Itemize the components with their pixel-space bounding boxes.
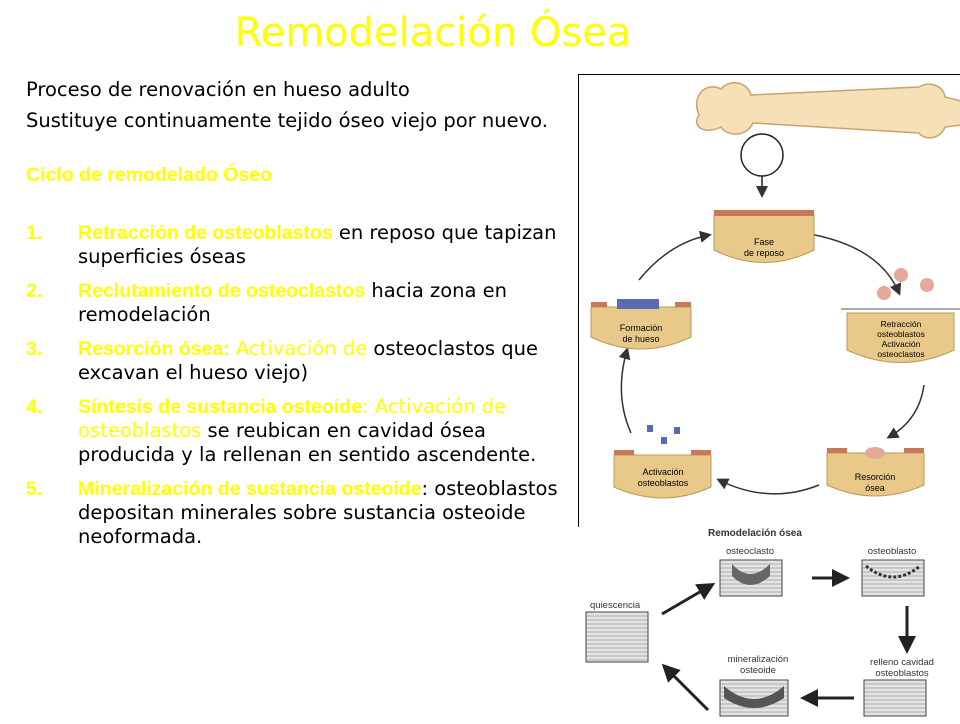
activation-label: osteoblastos	[637, 478, 689, 488]
remodeling-cycle-figure	[578, 74, 960, 527]
mineralization-label: osteoide	[740, 665, 776, 676]
step-text: en reposo que tapizan superficies óseas	[78, 221, 557, 268]
quiescence-label: quiescencia	[590, 600, 641, 611]
activation-label: Activación	[642, 467, 684, 477]
step-highlight: Reclutamiento de osteoclastos	[78, 280, 366, 302]
step-item	[26, 395, 566, 467]
activation-panel	[614, 425, 711, 498]
osteoclast-panel	[720, 546, 782, 596]
magnifier-circle	[741, 134, 783, 176]
femur-icon	[697, 83, 960, 138]
osteoblast-panel	[862, 546, 924, 596]
quiescence-panel	[586, 600, 648, 662]
fill-label: relleno cavidad	[870, 657, 934, 668]
remodeling-schematic-figure	[582, 522, 960, 720]
page-title: Remodelación Ósea	[234, 10, 632, 56]
step-number: 2.	[26, 280, 43, 302]
step-highlight: Síntesis de sustancia osteoide	[78, 396, 362, 418]
fill-label: osteoblastos	[875, 668, 929, 679]
step-text: : osteoblastos depositan minerales sobre sustancia osteoide neoformada.	[78, 477, 558, 548]
step-text: osteoclastos que excavan el hueso viejo)	[78, 337, 538, 384]
step-text-highlight: : Activación de osteoblastos	[78, 395, 506, 442]
step-number: 5.	[26, 478, 43, 500]
cycle-arrow	[719, 480, 819, 494]
retraction-label: osteoclastos	[877, 349, 925, 359]
step-number: 4.	[26, 396, 43, 418]
rest-label: de reposo	[743, 248, 785, 258]
resorption-label: Resorción	[854, 472, 896, 482]
rest-phase-panel	[714, 210, 814, 263]
retraction-label: Activación	[881, 339, 921, 349]
fill-panel	[864, 657, 934, 716]
retraction-panel	[841, 268, 960, 363]
step-text: se reubican en cavidad ósea producida y la rellenan en sentido ascendente.	[78, 419, 537, 466]
resorption-label: ósea	[865, 483, 885, 493]
resorption-panel	[827, 447, 924, 496]
step-item	[26, 337, 566, 385]
rest-label: Fase	[753, 237, 775, 247]
mineralization-label: mineralización	[727, 654, 789, 665]
retraction-label: Retracción	[880, 319, 922, 329]
cycle-heading: Ciclo de remodelado Óseo	[26, 164, 272, 186]
mineralization-panel	[720, 654, 788, 716]
formation-label: Formación	[619, 323, 663, 333]
step-highlight: Mineralización de sustancia osteoide	[78, 478, 422, 500]
content-text	[26, 78, 566, 559]
step-number: 3.	[26, 338, 43, 360]
step-item	[26, 477, 566, 549]
steps-list	[26, 221, 566, 549]
schematic-diagram	[582, 522, 960, 720]
intro-line-2: Sustituye continuamente tejido óseo viejo por nuevo.	[26, 109, 548, 132]
cycle-arrow	[639, 235, 709, 280]
step-highlight: Resorción ósea:	[78, 338, 230, 360]
osteoblast-label: osteoblasto	[867, 546, 917, 557]
schematic-title: Remodelación ósea	[708, 528, 802, 539]
cycle-arrow	[804, 233, 899, 293]
flow-arrow	[662, 586, 710, 614]
formation-label: de hueso	[622, 334, 660, 344]
retraction-label: osteoblastos	[877, 329, 925, 339]
step-number: 1.	[26, 222, 43, 244]
formation-panel	[591, 299, 691, 349]
intro-line-1: Proceso de renovación en hueso adulto	[26, 78, 410, 101]
cycle-arrow	[889, 385, 924, 437]
step-highlight: Retracción de osteoblastos	[78, 222, 333, 244]
cycle-diagram	[579, 75, 960, 527]
flow-arrow	[666, 668, 708, 710]
step-text: hacia zona en remodelación	[78, 279, 507, 326]
step-text-highlight: Activación de	[229, 337, 368, 360]
step-item	[26, 279, 566, 327]
osteoclast-label: osteoclasto	[725, 546, 775, 557]
cycle-arrow	[621, 350, 631, 433]
step-item	[26, 221, 566, 269]
